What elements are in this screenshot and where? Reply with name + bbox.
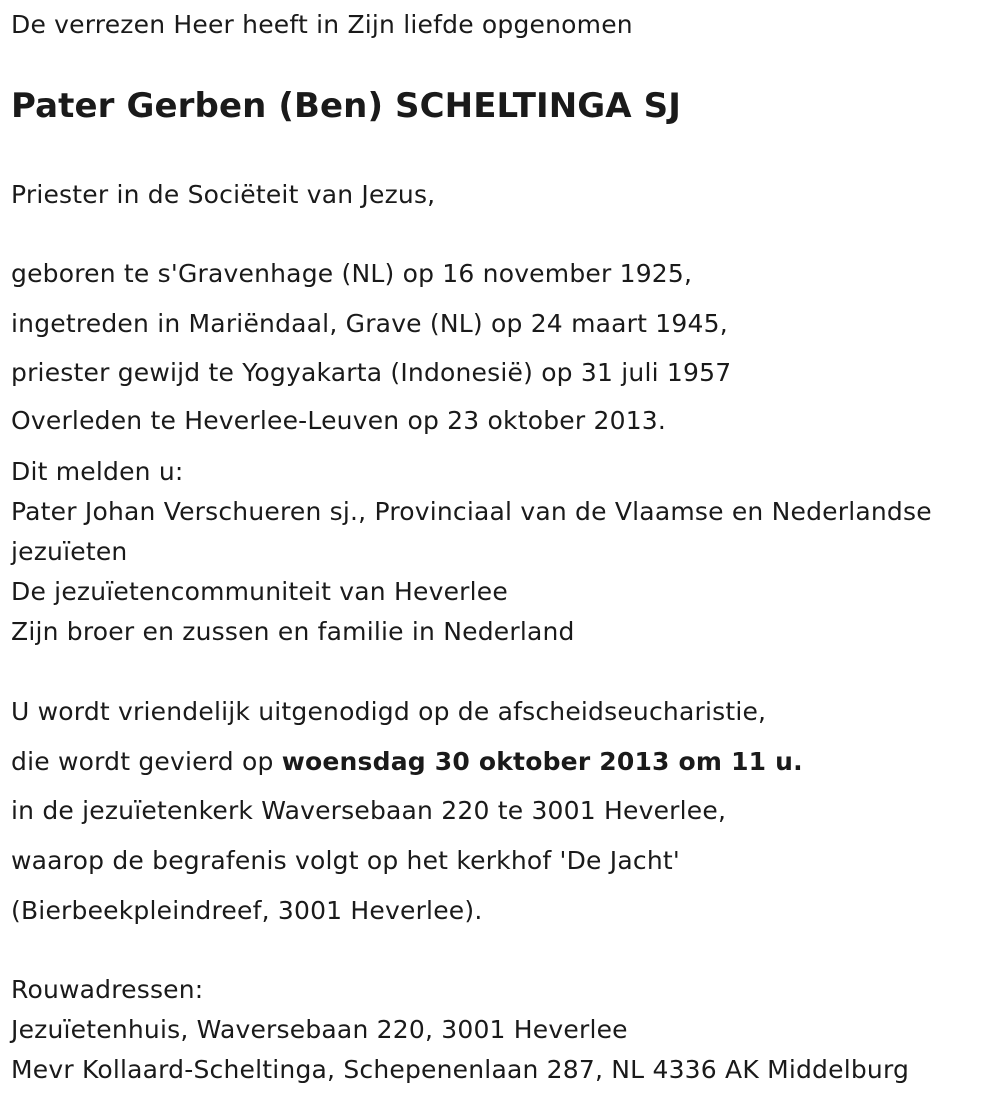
deceased-name: Pater Gerben (Ben) SCHELTINGA SJ [11, 86, 681, 126]
service-date-line [11, 747, 803, 777]
service-date: woensdag 30 oktober 2013 om 11 u. [281, 747, 803, 776]
death-text: Overleden te Heverlee-Leuven op 23 oktober 2013. [11, 406, 667, 435]
announcer-provincial-cont: jezuïeten [11, 537, 128, 566]
burial-address: (Bierbeekpleindreef, 3001 Heverlee). [11, 896, 483, 925]
invitation-text: U wordt vriendelijk uitgenodigd op de afscheidseucharistie, [11, 697, 767, 726]
mourning-heading: Rouwadressen: [11, 975, 204, 1004]
role-text: Priester in de Sociëteit van Jezus, [11, 180, 436, 209]
announcer-community: De jezuïetencommuniteit van Heverlee [11, 577, 508, 606]
service-date-prefix: die wordt gevierd op [11, 747, 282, 776]
ordination-text: priester gewijd te Yogyakarta (Indonesië) op 31 juli 1957 [11, 358, 732, 387]
announcer-family: Zijn broer en zussen en familie in Nederland [11, 617, 575, 646]
church-text: in de jezuïetenkerk Waversebaan 220 te 3001 Heverlee, [11, 796, 727, 825]
birth-text: geboren te s'Gravenhage (NL) op 16 november 1925, [11, 259, 693, 288]
announcer-provincial: Pater Johan Verschueren sj., Provinciaal van de Vlaamse en Nederlandse [11, 497, 932, 526]
announcers-heading: Dit melden u: [11, 457, 184, 486]
mourning-address-2: Mevr Kollaard-Scheltinga, Schepenenlaan 287, NL 4336 AK Middelburg [11, 1055, 910, 1084]
entry-text: ingetreden in Mariëndaal, Grave (NL) op 24 maart 1945, [11, 309, 728, 338]
burial-text: waarop de begrafenis volgt op het kerkhof 'De Jacht' [11, 846, 680, 875]
intro-text: De verrezen Heer heeft in Zijn liefde opgenomen [11, 10, 633, 39]
mourning-address-1: Jezuïetenhuis, Waversebaan 220, 3001 Heverlee [11, 1015, 628, 1044]
